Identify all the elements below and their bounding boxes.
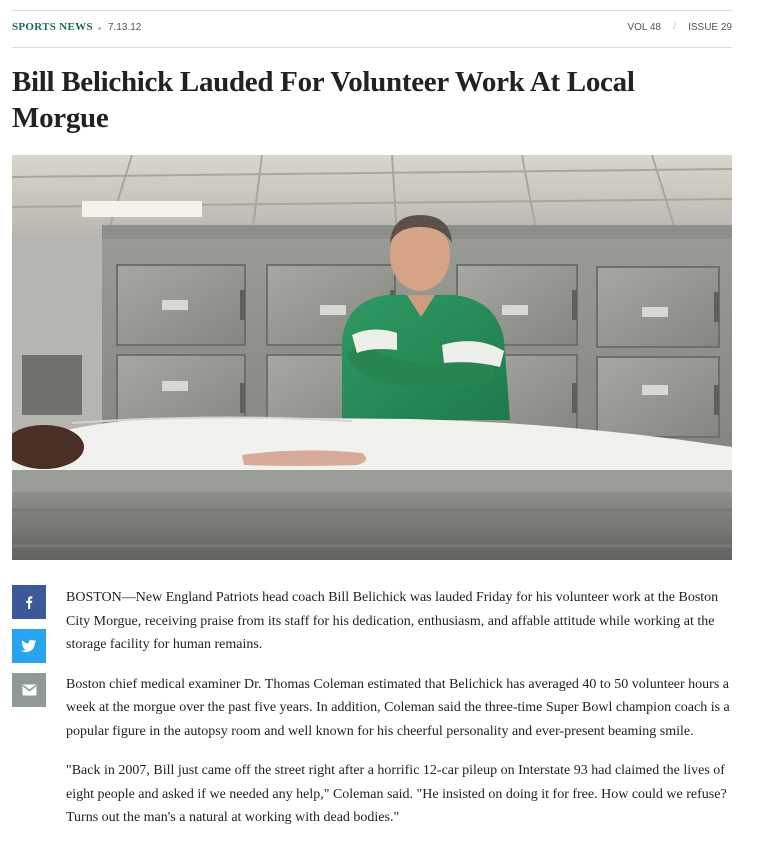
article-paragraph: Boston chief medical examiner Dr. Thomas Coleman estimated that Belichick has averaged 40 to 50 volunteer hours a week at the morgue over the past five years. In addition, Coleman said the three-time Super Bowl champion coach is a popular figure in the autopsy room and well known for his cheerful personality and ever-present beaming smile. [66, 676, 730, 739]
article-headline: Bill Belichick Lauded For Volunteer Work At Local Morgue [12, 66, 635, 134]
morgue-photo-illustration [12, 155, 732, 560]
issue-number: ISSUE 29 [688, 22, 732, 33]
facebook-icon [22, 595, 36, 609]
separator-dot [98, 27, 101, 30]
issue-date: 7.13.12 [108, 22, 142, 33]
facebook-share-button[interactable] [12, 585, 46, 619]
email-icon [22, 684, 37, 696]
top-bar [12, 10, 732, 48]
article-paragraph: "Back in 2007, Bill just came off the street right after a horrific 12-car pileup on Interstate 93 had claimed the lives of eight people and asked if we needed any help," Coleman said. "He insisted on doing it for free. How could we refuse? Turns out the man's a natural at working with dead bodies." [66, 763, 727, 825]
article-photo [12, 155, 732, 560]
section-link[interactable]: SPORTS NEWS [12, 21, 93, 33]
volume-number: VOL 48 [627, 22, 661, 33]
twitter-icon [21, 639, 37, 653]
email-share-button[interactable] [12, 673, 46, 707]
article-paragraph: BOSTON—New England Patriots head coach Bill Belichick was lauded Friday for his volunteer work at the Boston City Morgue, receiving praise from its staff for his dedication, enthusiasm, and affable attitude while working at the storage facility for human remains. [66, 590, 719, 652]
volume-issue-separator: / [672, 21, 676, 33]
twitter-share-button[interactable] [12, 629, 46, 663]
article-body [66, 586, 734, 846]
